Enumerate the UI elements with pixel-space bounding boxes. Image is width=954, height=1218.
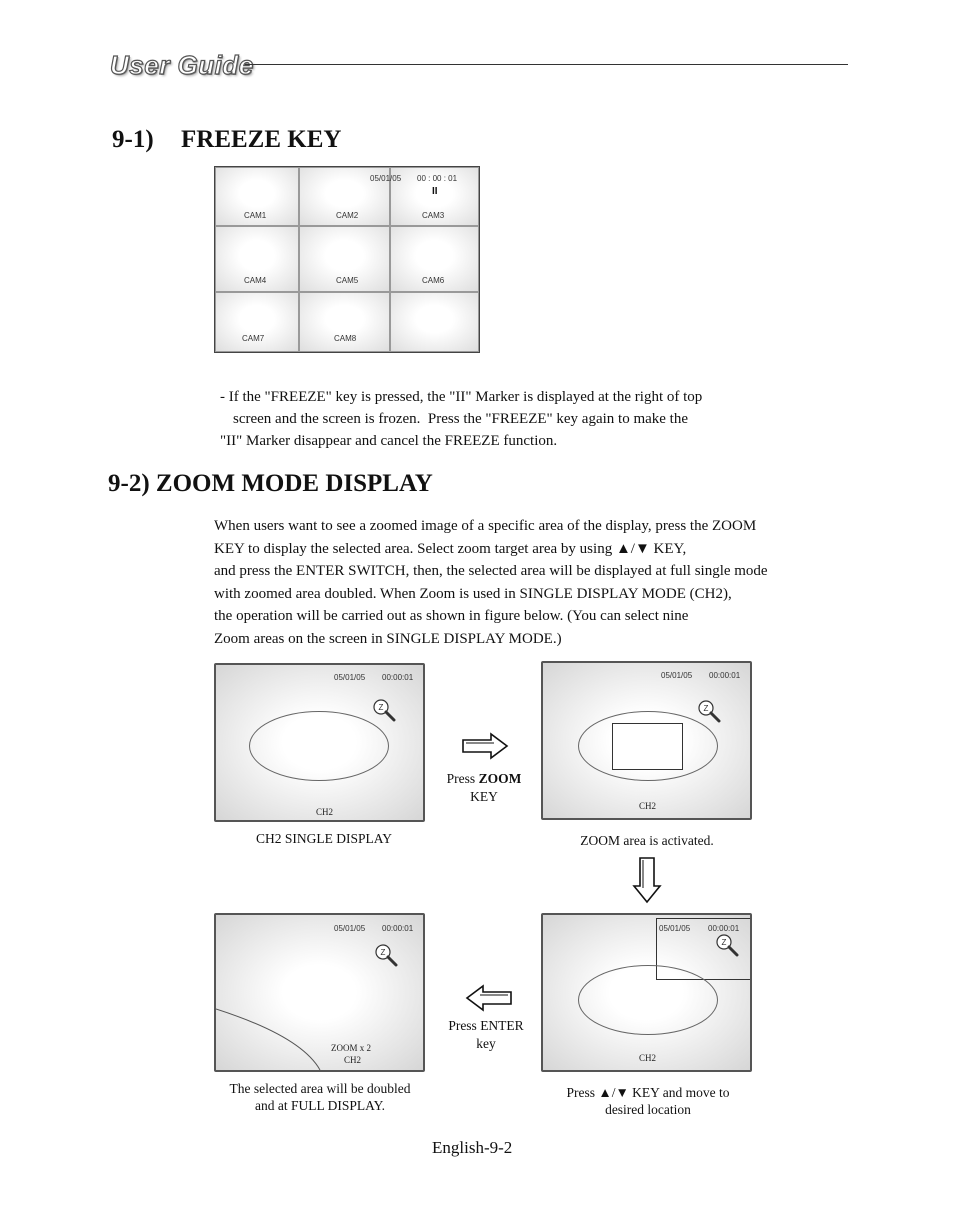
zoom-icon-letter: Z <box>721 938 727 947</box>
screen-time: 00:00:01 <box>709 671 741 680</box>
screen-date: 05/01/05 <box>659 924 691 933</box>
screen-time: 00:00:01 <box>708 924 740 933</box>
step-press-zoom <box>434 770 534 806</box>
grid-cell-cam8 <box>299 292 390 352</box>
arrow-left-icon <box>465 984 513 1012</box>
header-rule <box>245 64 848 65</box>
step-press-text: Press <box>446 771 476 786</box>
screen-channel: CH2 <box>316 807 334 817</box>
page-number: English-9-2 <box>432 1138 513 1157</box>
zoomed-ellipse-arc <box>216 915 423 1070</box>
zoom-description-line-5: the operation will be carried out as shown in figure below. (You can select nine <box>214 608 689 624</box>
cam-label: CAM2 <box>336 211 359 220</box>
grid-time: 00 : 00 : 01 <box>417 174 458 183</box>
grid-cell-cam4 <box>215 226 299 292</box>
zoom-icon-letter: Z <box>703 704 709 713</box>
freeze-description-line-3: "II" Marker disappear and cancel the FREEZE function. <box>220 433 558 449</box>
zoom-magnifier-icon <box>372 698 396 722</box>
cam-label: CAM5 <box>336 276 359 285</box>
screen-channel: CH2 <box>639 801 657 811</box>
freeze-description-line-1: - If the "FREEZE" key is pressed, the "II" Marker is displayed at the right of top <box>220 389 703 405</box>
cam-label: CAM4 <box>244 276 267 285</box>
cam-label: CAM6 <box>422 276 445 285</box>
screen-move-zoom-area <box>541 913 752 1072</box>
caption-move-line-2: desired location <box>605 1102 691 1117</box>
cam-label: CAM1 <box>244 211 267 220</box>
screen-time: 00:00:01 <box>382 673 414 682</box>
screen-zoom-activated <box>541 661 752 820</box>
screen-channel: CH2 <box>639 1053 657 1063</box>
zoom-description-line-2: KEY to display the selected area. Select zoom target area by using ▲/▼ KEY, <box>214 541 687 557</box>
grid-date: 05/01/05 <box>370 174 402 183</box>
step-key-lower-text: key <box>476 1036 496 1051</box>
freeze-multiscreen-grid <box>214 166 480 353</box>
caption-full-line-1: The selected area will be doubled <box>229 1081 411 1096</box>
step-zoom-bold: ZOOM <box>478 771 522 786</box>
screen-time: 00:00:01 <box>382 924 414 933</box>
step-press-enter-text: Press ENTER <box>448 1018 524 1033</box>
caption-move-zoom <box>536 1084 760 1118</box>
grid-cell-cam6 <box>390 226 479 292</box>
zoom-description-line-6: Zoom areas on the screen in SINGLE DISPLAY MODE.) <box>214 631 562 647</box>
caption-full-line-2: and at FULL DISPLAY. <box>254 1098 385 1113</box>
zoom-factor-label: ZOOM x 2 <box>331 1043 371 1053</box>
zoom-description-line-1: When users want to see a zoomed image of a specific area of the display, press the ZOOM <box>214 518 757 534</box>
step-press-enter <box>436 1017 536 1053</box>
grid-cell-cam7 <box>215 292 299 352</box>
cam-label: CAM8 <box>334 334 357 343</box>
screen-channel: CH2 <box>344 1055 362 1065</box>
zoom-magnifier-icon <box>715 933 739 957</box>
zoom-magnifier-icon <box>697 699 721 723</box>
user-guide-logo: User Guide <box>110 50 254 80</box>
zoom-description-line-4: with zoomed area doubled. When Zoom is used in SINGLE DISPLAY MODE (CH2), <box>214 586 732 602</box>
grid-cell-cam1 <box>215 167 299 226</box>
target-area-ellipse <box>578 965 718 1035</box>
target-area-ellipse <box>249 711 389 781</box>
caption-move-line-1: Press ▲/▼ KEY and move to <box>566 1085 730 1100</box>
zoom-selection-box <box>612 723 683 770</box>
screen-ch2-single <box>214 663 425 822</box>
arrow-down-icon <box>632 856 662 904</box>
section-heading-number: 9-1) <box>112 126 154 153</box>
screen-full-zoom <box>214 913 425 1072</box>
grid-cell-cam5 <box>299 226 390 292</box>
screen-date: 05/01/05 <box>661 671 693 680</box>
caption-ch2-single: CH2 SINGLE DISPLAY <box>255 831 392 846</box>
step-key-text: KEY <box>470 789 498 804</box>
arrow-right-icon <box>461 732 509 760</box>
section-heading-freeze-key: FREEZE KEY <box>181 126 342 153</box>
freeze-marker: II <box>432 186 438 197</box>
zoom-icon-letter: Z <box>380 948 386 957</box>
cam-label: CAM3 <box>422 211 445 220</box>
screen-date: 05/01/05 <box>334 924 366 933</box>
caption-zoom-activated: ZOOM area is activated. <box>580 833 714 848</box>
zoom-icon-letter: Z <box>378 703 384 712</box>
caption-full-display <box>206 1080 434 1114</box>
cam-label: CAM7 <box>242 334 265 343</box>
zoom-description-line-3: and press the ENTER SWITCH, then, the selected area will be displayed at full single mode <box>214 563 768 579</box>
screen-date: 05/01/05 <box>334 673 366 682</box>
section-heading-zoom-mode: 9-2) ZOOM MODE DISPLAY <box>108 470 433 497</box>
freeze-description-line-2: screen and the screen is frozen. Press the "FREEZE" key again to make the <box>233 411 689 427</box>
grid-cell-empty <box>390 292 479 352</box>
